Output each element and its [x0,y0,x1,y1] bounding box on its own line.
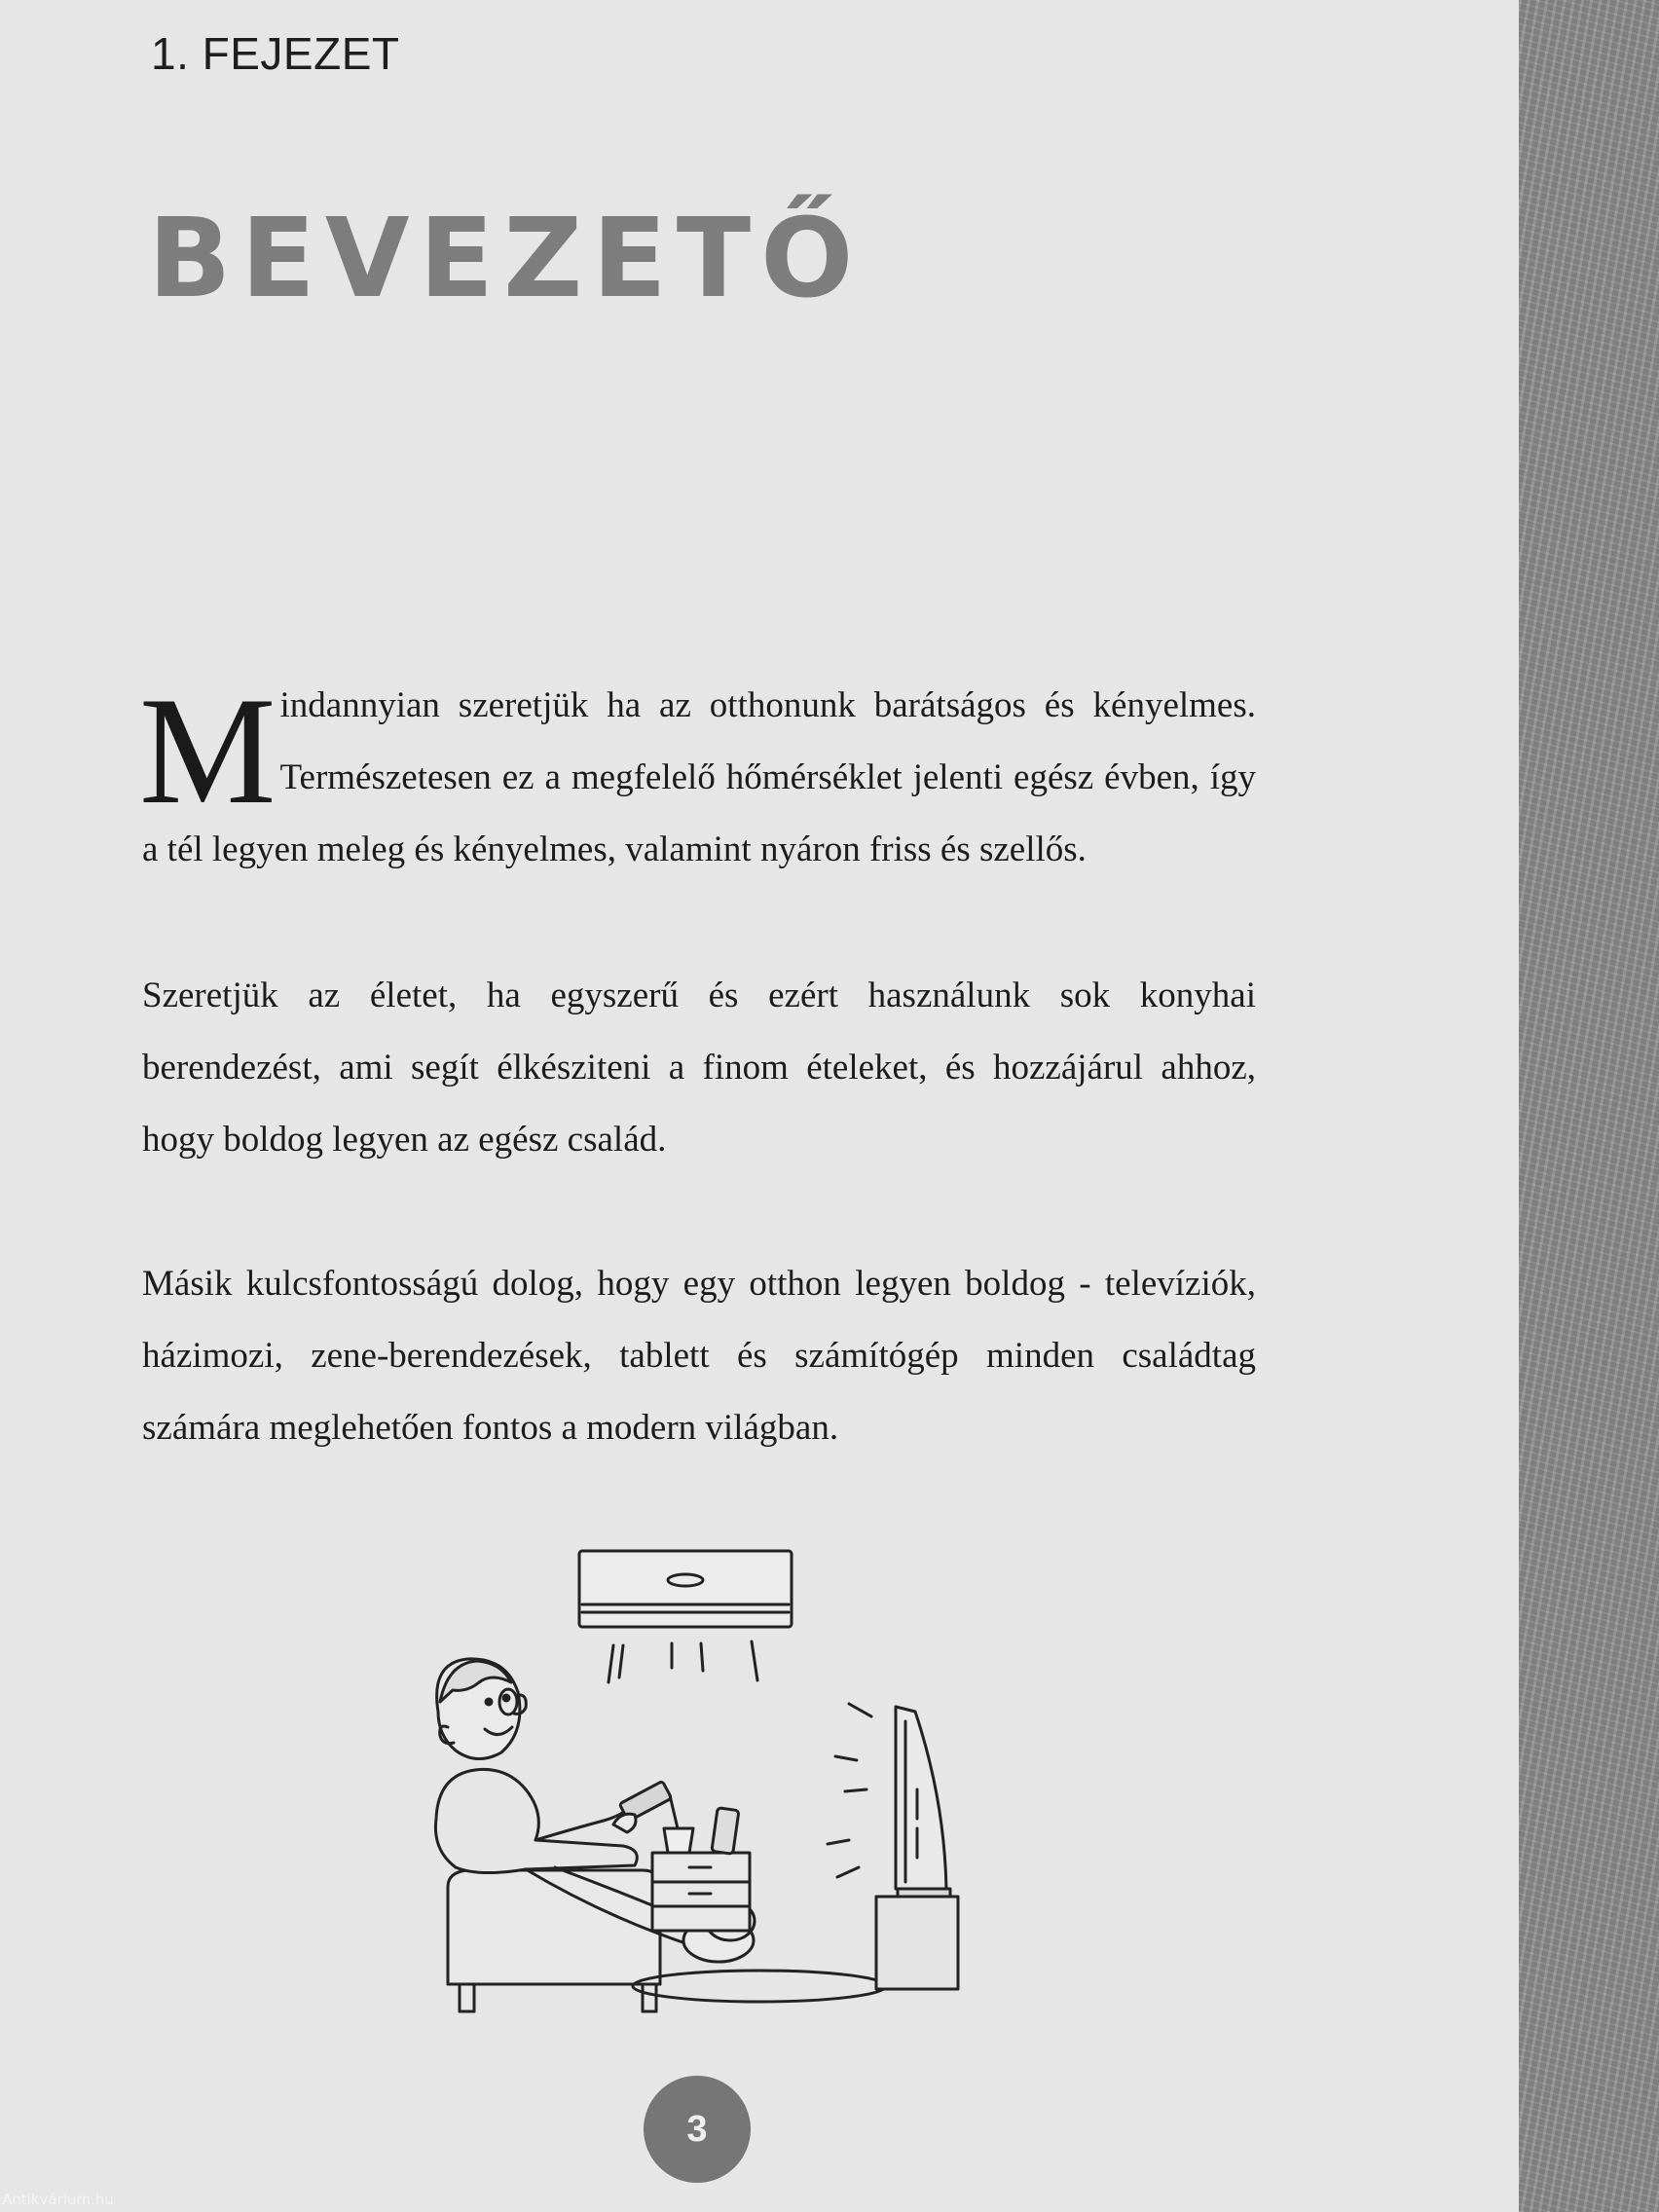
page-title: BEVEZETŐ [148,196,864,322]
watermark: Antikvárium.hu [2,2191,114,2208]
paragraph-2: Szeretjük az életet, ha egyszerű és ezért használunk sok konyhai berendezést, ami segít élkésziteni a finom ételeket, és hozzájárul ahhoz, hogy boldog legyen az egész család. [142,976,1256,1160]
page-number-badge: 3 [644,2076,751,2183]
chapter-label: 1. FEJEZET [151,28,400,79]
air-conditioner-icon [579,1551,792,1682]
paragraph-1-text: indannyian szeretjük ha az otthonunk barátságos és kényelmes. Természetesen ez a megfelelő hőmérséklet jelenti egész évben, így a tél legyen meleg és kényelmes, valamint nyáron friss és szellős. [142,685,1256,869]
armchair-icon [448,1870,660,2011]
drop-cap: M [139,666,276,836]
side-table-icon [652,1795,750,1931]
man-watching-tv-illustration [409,1536,993,2028]
paragraph-3: Másik kulcsfontosságú dolog, hogy egy otthon legyen boldog - televíziók, házimozi, zene-berendezések, tablett és számítógép minden családtag számára meglehetően fontos a modern világban. [142,1264,1256,1448]
paragraph-1 [139,666,1256,886]
page-edge-background [1519,0,1659,2212]
television-icon [828,1704,958,1989]
